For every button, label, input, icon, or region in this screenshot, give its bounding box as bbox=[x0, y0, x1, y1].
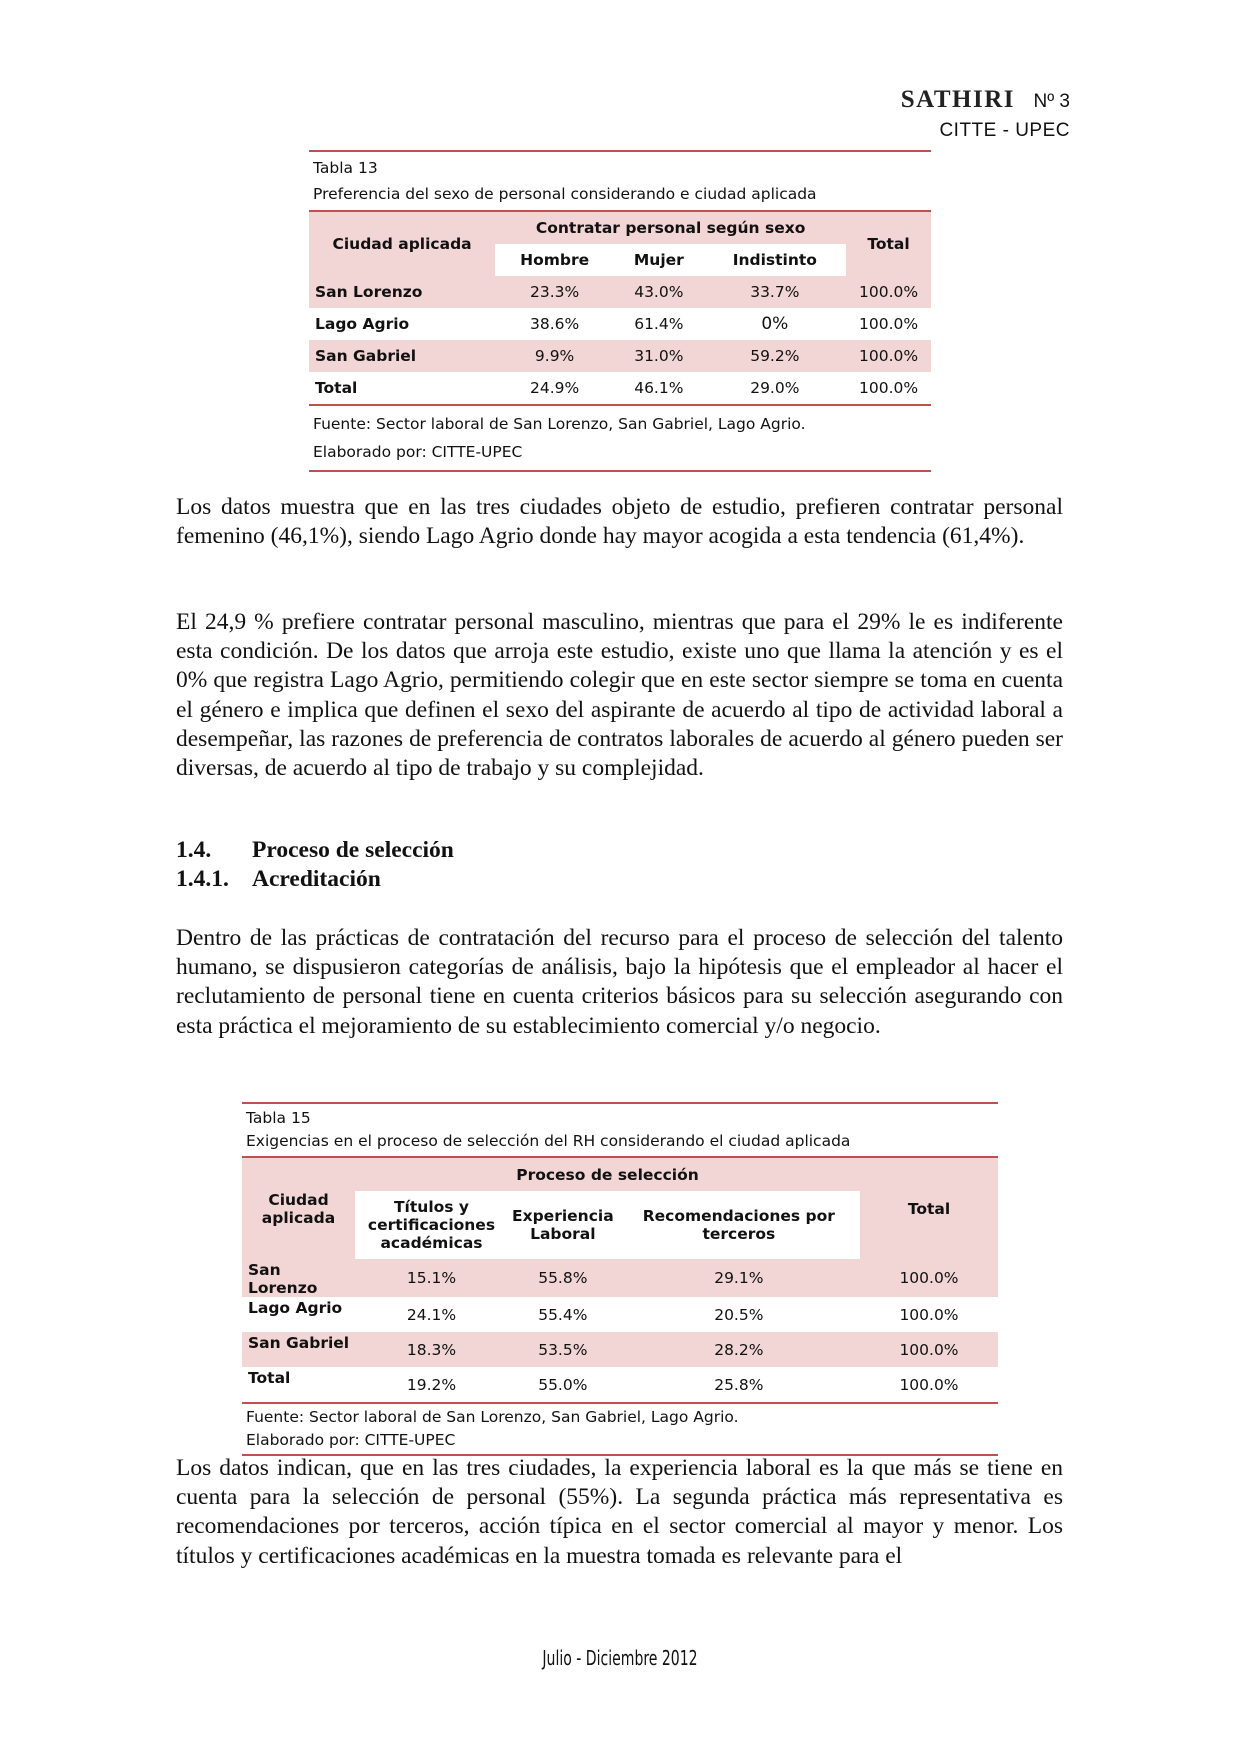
cell: 100.0% bbox=[858, 347, 919, 365]
table-13 bbox=[309, 150, 931, 472]
table-row bbox=[309, 276, 931, 308]
cell: 61.4% bbox=[634, 315, 684, 333]
table-15 bbox=[242, 1102, 998, 1456]
header-col: Indistinto bbox=[704, 244, 847, 276]
cell: 15.1% bbox=[406, 1269, 457, 1287]
cell: 24.1% bbox=[406, 1305, 457, 1324]
cell: 100.0% bbox=[899, 1269, 959, 1287]
running-header bbox=[901, 86, 1070, 142]
cell: 23.3% bbox=[529, 283, 580, 301]
cell: 46.1% bbox=[634, 379, 684, 397]
row-label: San Lorenzo bbox=[315, 283, 423, 301]
table-row bbox=[309, 372, 931, 404]
row-label: San Gabriel bbox=[315, 347, 417, 365]
section-title: Proceso de selección bbox=[252, 837, 454, 863]
cell: 19.2% bbox=[406, 1375, 457, 1394]
page-footer: Julio - Diciembre 2012 bbox=[542, 1646, 698, 1670]
organization: CITTE - UPEC bbox=[939, 120, 1070, 141]
cell: 100.0% bbox=[899, 1375, 959, 1394]
table-title: Preferencia del sexo de personal considerando e ciudad aplicada bbox=[313, 185, 817, 203]
data-table bbox=[242, 1158, 998, 1402]
header-total: Total bbox=[907, 1199, 951, 1218]
header-col: Mujer bbox=[614, 244, 703, 276]
cell: 43.0% bbox=[634, 283, 684, 301]
cell: 25.8% bbox=[714, 1375, 764, 1394]
row-label: Lago Agrio bbox=[248, 1299, 343, 1317]
table-label: Tabla 15 bbox=[246, 1109, 311, 1127]
header-col: Títulos y certificaciones académicas bbox=[355, 1191, 508, 1259]
cell: 31.0% bbox=[634, 347, 684, 365]
table-row bbox=[309, 308, 931, 340]
cell: 100.0% bbox=[858, 379, 919, 397]
cell: 55.0% bbox=[538, 1375, 588, 1394]
header-group: Contratar personal según sexo bbox=[535, 219, 806, 237]
row-label: San Lorenzo bbox=[248, 1261, 318, 1297]
header-col: Experiencia Laboral bbox=[508, 1191, 618, 1259]
table-source: Fuente: Sector laboral de San Lorenzo, San Gabriel, Lago Agrio. bbox=[313, 415, 806, 433]
row-label: Total bbox=[248, 1369, 291, 1387]
table-author: Elaborado por: CITTE-UPEC bbox=[246, 1431, 456, 1449]
cell: 38.6% bbox=[529, 315, 580, 333]
section-number: 1.4. bbox=[176, 837, 212, 863]
subsection-heading bbox=[176, 866, 381, 893]
table-source: Fuente: Sector laboral de San Lorenzo, San Gabriel, Lago Agrio. bbox=[246, 1408, 739, 1426]
cell: 9.9% bbox=[534, 347, 575, 365]
table-author: Elaborado por: CITTE-UPEC bbox=[313, 443, 523, 461]
paragraph: Los datos indican, que en las tres ciudades, la experiencia laboral es la que más se tiene en cuenta para la selección de personal (55%). La segunda práctica más representativa es recomendaciones por terceros, acción típica en el sector comercial al mayor y menor. Los títulos y certificaciones académicas en la muestra tomada es relevante para el bbox=[176, 1455, 1063, 1569]
table-caption bbox=[309, 152, 931, 210]
table-notes bbox=[242, 1404, 998, 1454]
paragraph: El 24,9 % prefiere contratar personal masculino, mientras que para el 29% le es indiferente esta condición. De los datos que arroja este estudio, existe uno que llama la atención y es el 0% que registra Lago Agrio, permitiendo colegir que en este sector siempre se toma en cuenta el género e implica que definen el sexo del aspirante de acuerdo al tipo de actividad laboral a desempeñar, las razones de preferencia de contratos laborales de acuerdo al género pueden ser diversas, de acuerdo al tipo de trabajo y su complejidad. bbox=[176, 609, 1063, 782]
paragraph: Dentro de las prácticas de contratación del recurso para el proceso de selección del talento humano, se dispusieron categorías de análisis, bajo la hipótesis que el empleador al hacer el reclutamiento de personal tiene en cuenta criterios básicos para su selección asegurando con esta práctica el mejoramiento de su establecimiento comercial y/o negocio. bbox=[176, 925, 1063, 1039]
header-group: Proceso de selección bbox=[516, 1165, 699, 1184]
cell: 0% bbox=[761, 314, 789, 334]
cell: 24.9% bbox=[529, 379, 580, 397]
table-row bbox=[309, 340, 931, 372]
cell: 53.5% bbox=[538, 1340, 588, 1359]
table-row bbox=[242, 1367, 998, 1402]
table-notes bbox=[309, 406, 931, 470]
issue-number: Nº 3 bbox=[1033, 91, 1070, 112]
cell: 18.3% bbox=[406, 1340, 457, 1359]
cell: 55.4% bbox=[538, 1305, 588, 1324]
table-row bbox=[242, 1259, 998, 1297]
subsection-number: 1.4.1. bbox=[176, 866, 229, 892]
data-table bbox=[309, 212, 931, 404]
cell: 100.0% bbox=[899, 1305, 959, 1324]
header-col: Hombre bbox=[495, 244, 614, 276]
header-total: Total bbox=[867, 235, 910, 253]
header-col: Recomendaciones por terceros bbox=[618, 1191, 860, 1259]
table-row bbox=[242, 1297, 998, 1332]
cell: 55.8% bbox=[538, 1269, 588, 1287]
row-label: Lago Agrio bbox=[315, 315, 410, 333]
table-label: Tabla 13 bbox=[313, 159, 378, 177]
table-title: Exigencias en el proceso de selección del RH considerando el ciudad aplicada bbox=[246, 1132, 851, 1150]
cell: 100.0% bbox=[858, 315, 919, 333]
header-city: Ciudad aplicada bbox=[332, 235, 472, 253]
row-label: San Gabriel bbox=[248, 1334, 350, 1352]
section-heading bbox=[176, 837, 454, 864]
cell: 100.0% bbox=[858, 283, 919, 301]
cell: 29.0% bbox=[750, 379, 800, 397]
cell: 28.2% bbox=[714, 1340, 764, 1359]
table-row bbox=[242, 1332, 998, 1367]
table-rule bbox=[309, 470, 931, 472]
cell: 20.5% bbox=[714, 1305, 764, 1324]
row-label: Total bbox=[315, 379, 358, 397]
journal-name: SATHIRI bbox=[900, 86, 1016, 113]
cell: 33.7% bbox=[750, 283, 800, 301]
cell: 29.1% bbox=[714, 1269, 764, 1287]
table-caption bbox=[242, 1104, 998, 1156]
paragraph: Los datos muestra que en las tres ciudades objeto de estudio, prefieren contratar personal femenino (46,1%), siendo Lago Agrio donde hay mayor acogida a esta tendencia (61,4%). bbox=[176, 494, 1063, 550]
header-city: Ciudad aplicada bbox=[261, 1190, 336, 1227]
subsection-title: Acreditación bbox=[252, 866, 381, 892]
cell: 59.2% bbox=[750, 347, 800, 365]
cell: 100.0% bbox=[899, 1340, 959, 1359]
